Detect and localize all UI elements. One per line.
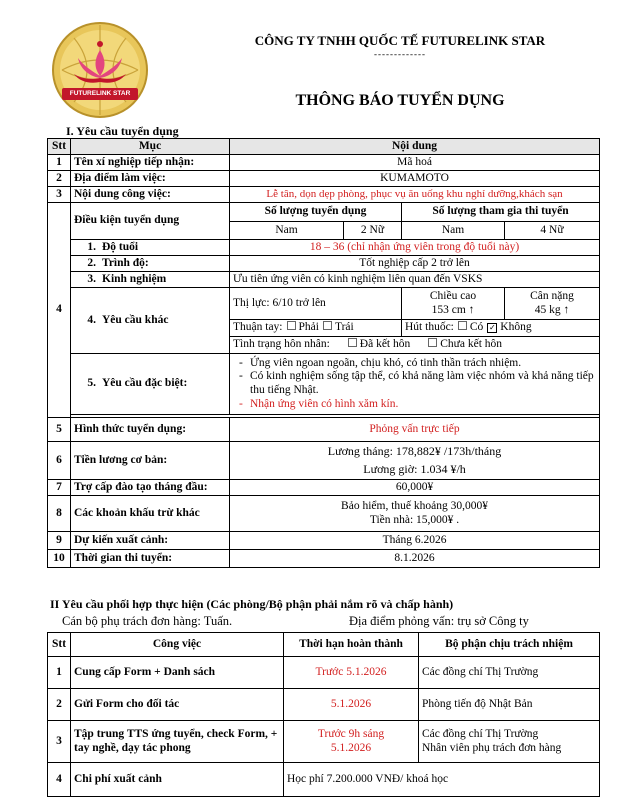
trai-checkbox[interactable]: [323, 321, 332, 330]
table-row: 3 Nội dung công việc: Lễ tân, dọn dẹp phòng, phục vụ ăn uống khu nghỉ dưỡng,khách sạn: [48, 187, 600, 203]
khong-checkbox-checked[interactable]: ✓: [488, 323, 496, 333]
col-thoi-han: Thời hạn hoàn thành: [284, 633, 419, 657]
dac-biet-label: Yêu cầu đặc biệt:: [102, 377, 188, 390]
so-luong-tham-gia-label: Số lượng tham gia thi tuyển: [402, 203, 600, 222]
company-name: CÔNG TY TNHH QUỐC TẾ FUTURELINK STAR: [254, 33, 546, 48]
table-row: 2 Địa điểm làm việc: KUMAMOTO: [48, 171, 600, 187]
chua-ket-hon-checkbox[interactable]: [428, 338, 437, 347]
table-row: 4 Chi phí xuất cảnh Học phí 7.200.000 VNĐ/ khoá học: [48, 763, 600, 797]
company-separator: -------------: [374, 49, 426, 59]
col-stt: Stt: [48, 633, 71, 657]
yeu-cau-khac-label: Yêu cầu khác: [102, 313, 169, 326]
co-checkbox[interactable]: [458, 321, 467, 330]
row-value: Mã hoá: [230, 155, 600, 171]
row-label: Nội dung công việc:: [71, 187, 230, 203]
section1-heading: I. Yêu cầu tuyển dụng: [66, 124, 179, 138]
table-row: 8 Các khoản khấu trừ khác Bảo hiểm, thuế khoảng 30,000¥ Tiền nhà: 15,000¥ .: [48, 496, 600, 532]
table-row: 10 Thời gian thi tuyển: 8.1.2026: [48, 550, 600, 568]
nam-tuyen: Nam: [230, 222, 344, 240]
can-nang: Cân nặng 45 kg ↑: [505, 288, 600, 320]
dia-diem-phong-van: Địa điểm phỏng vấn: trụ sở Công ty: [349, 614, 529, 628]
row-label: Tên xí nghiệp tiếp nhận:: [71, 155, 230, 171]
table-row: 1 Cung cấp Form + Danh sách Trước 5.1.2026 Các đồng chí Thị Trường: [48, 657, 600, 689]
hut-thuoc: Hút thuốc: Có ✓ Không: [402, 320, 600, 337]
logo-graphic: [50, 20, 150, 120]
table-row: 7 Trợ cấp đào tạo tháng đầu: 60,000¥: [48, 480, 600, 496]
recruitment-table: Stt Mục Nội dung 1 Tên xí nghiệp tiếp nhận: Mã hoá 2 Địa điểm làm việc: KUMAMOTO 3 Nội dung công việc: Lễ tân, dọn dẹp phòng, phục vụ ăn uống khu nghỉ dưỡng,khách sạn 4 Điều kiện tuyển dụng Số lượng tuyển dụng Số lượng tham gia thi tuyển Nam 2 Nữ Nam 4 Nữ 1. Độ tuổi 18 – 36 (chỉ nhận ứng viên trong độ tuổi này) 2. Trình độ: Tốt nghiệp cấp 2 trở lên 3. Kinh nghiệm Ưu tiên ứng viên có kinh nghiệm liên quan đến VSKS 4. Yêu cầu khác Thị lực: 6/10 trở lên Chiều cao 153 cm ↑ Cân nặng 45 kg ↑ Thuận tay: Phải Trái Hút thuốc: Có ✓ Không Tình trạng hôn nhân: Đã kết hôn Chưa kết hôn 5. Yêu cầu đặc biệt: - Ứng viên ngoan ngoãn, chịu khó, có tinh thần trách nhiệm. - Có kinh nghiệm sống tập thể, có khả năng làm việc nhóm và khả năng tiếp thu tiếng Nhật. - Nhận ứng viên có hình xăm kín. 5 Hình thức tuyển dụng: Phỏng vấn trực tiếp 6 Tiền lương cơ bản: Lương tháng: 178,882¥ /173h/tháng Lương giờ: 1.034 ¥/h 7 Trợ cấp đào tạo tháng đầu: 60,000¥ 8 Các khoản khấu trừ khác Bảo hiểm, thuế khoảng 30,000¥ Tiền nhà: 15,000¥ . 9 Dự kiến xuất cảnh: Tháng 6.2026 10 Thời gian thi tuyển: 8.1.2026: [47, 138, 600, 568]
page-title: THÔNG BÁO TUYỂN DỤNG: [295, 92, 505, 109]
chieu-cao: Chiều cao 153 cm ↑: [402, 288, 505, 320]
col-noidung: Nội dung: [230, 139, 600, 155]
kinh-nghiem-label: Kinh nghiệm: [102, 272, 167, 285]
table-row: 6 Tiền lương cơ bản: Lương tháng: 178,882¥ /173h/tháng Lương giờ: 1.034 ¥/h: [48, 442, 600, 480]
col-bo-phan: Bộ phận chịu trách nhiệm: [419, 633, 600, 657]
row-value: Lễ tân, dọn dẹp phòng, phục vụ ăn uống khu nghỉ dưỡng,khách sạn: [230, 187, 600, 203]
tinh-trang-hon-nhan: Tình trạng hôn nhân: Đã kết hôn Chưa kết hôn: [230, 337, 600, 354]
company-logo: [50, 20, 150, 120]
row-label: Địa điểm làm việc:: [71, 171, 230, 187]
nu-tuyen: 2 Nữ: [344, 222, 402, 240]
table-row: 3 Tập trung TTS ứng tuyển, check Form, + tay nghề, dạy tác phong Trước 9h sáng 5.1.2026 Các đồng chí Thị Trường Nhân viên phụ trách đơn hàng: [48, 721, 600, 763]
table-row: 9 Dự kiến xuất cảnh: Tháng 6.2026: [48, 532, 600, 550]
nam-tham-gia: Nam: [402, 222, 505, 240]
phai-checkbox[interactable]: [287, 321, 296, 330]
row-value: KUMAMOTO: [230, 171, 600, 187]
nu-tham-gia: 4 Nữ: [505, 222, 600, 240]
do-tuoi-value: 18 – 36 (chỉ nhận ứng viên trong độ tuổi này): [230, 240, 600, 256]
col-muc: Mục: [71, 139, 230, 155]
list-item: - Nhận ứng viên có hình xăm kín.: [250, 398, 596, 412]
table-row: 1 Tên xí nghiệp tiếp nhận: Mã hoá: [48, 155, 600, 171]
table-row: 2 Gửi Form cho đối tác 5.1.2026 Phòng tiến độ Nhật Bản: [48, 689, 600, 721]
col-cong-viec: Công việc: [71, 633, 284, 657]
so-luong-tuyen-label: Số lượng tuyển dụng: [230, 203, 402, 222]
section2-heading: II Yêu cầu phối hợp thực hiện (Các phòng/Bộ phận phải nắm rõ và chấp hành): [50, 597, 454, 611]
list-item: - Ứng viên ngoan ngoãn, chịu khó, có tinh thần trách nhiệm.: [250, 357, 596, 371]
trinh-do-value: Tốt nghiệp cấp 2 trở lên: [230, 256, 600, 272]
logo-text: FUTURELINK STAR: [69, 90, 131, 97]
dieu-kien-label: Điều kiện tuyển dụng: [71, 203, 230, 240]
list-item: - Có kinh nghiệm sống tập thể, có khả năng làm việc nhóm và khả năng tiếp thu tiếng Nhật.: [250, 370, 596, 397]
dac-biet-list: [230, 354, 600, 415]
table-row: 5 Hình thức tuyển dụng: Phỏng vấn trực tiếp: [48, 418, 600, 442]
kinh-nghiem-value: Ưu tiên ứng viên có kinh nghiệm liên quan đến VSKS: [230, 272, 600, 288]
col-stt: Stt: [48, 139, 71, 155]
thuan-tay: Thuận tay: Phải Trái: [230, 320, 402, 337]
trinh-do-label: Trình độ:: [102, 256, 149, 269]
coordination-table: [47, 632, 600, 797]
da-ket-hon-checkbox[interactable]: [348, 338, 357, 347]
thi-luc: Thị lực: 6/10 trở lên: [230, 288, 402, 320]
do-tuoi-label: Độ tuổi: [102, 240, 139, 253]
row4-stt: 4: [48, 203, 71, 418]
can-bo-phu-trach: Cán bộ phụ trách đơn hàng: Tuấn.: [62, 614, 233, 628]
